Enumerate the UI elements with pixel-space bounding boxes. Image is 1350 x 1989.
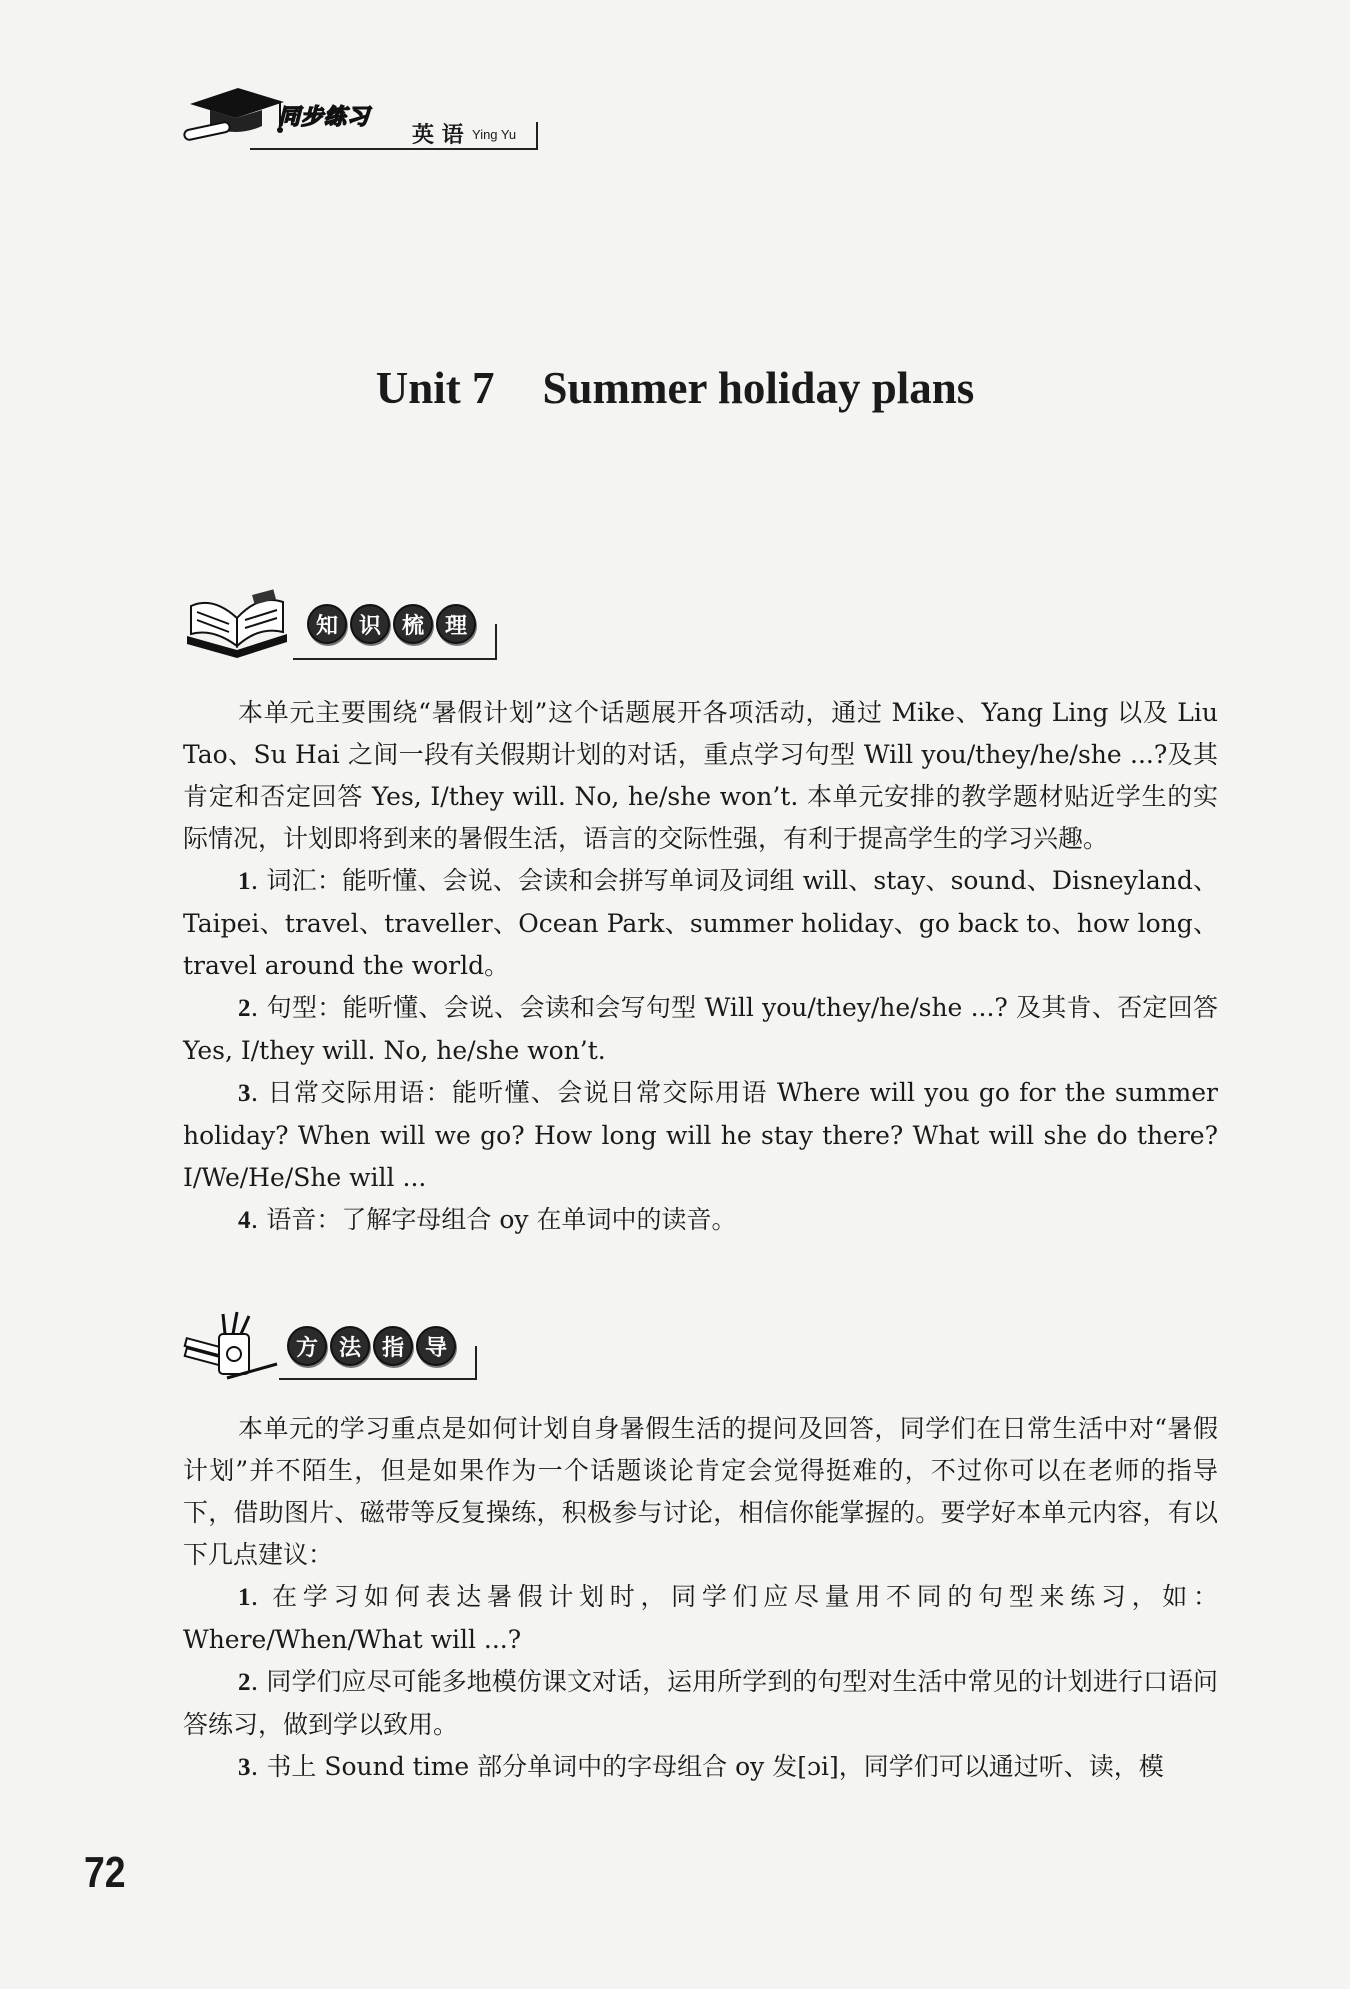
- item-text: . 日常交际用语：能听懂、会说日常交际用语 Where will you go for the summer holiday? When will we go? How long will he stay there? What will she do there? I/We/He/She will ...: [183, 1078, 1218, 1192]
- header-rule-end: [536, 122, 538, 150]
- section-rule-end: [495, 624, 497, 660]
- item-text: . 同学们应尽可能多地模仿课文对话，运用所学到的句型对生活中常见的计划进行口语问答练习，做到学以致用。: [183, 1667, 1218, 1739]
- intro-paragraph: 本单元主要围绕“暑假计划”这个话题展开各项活动，通过 Mike、Yang Ling 以及 Liu Tao、Su Hai 之间一段有关假期计划的对话，重点学习句型 Will you/they/he/she ...?及其肯定和否定回答 Yes, I/they will. No, he/she won’t. 本单元安排的教学题材贴近学生的实际情况，计划即将到来的暑假生活，语言的交际性强，有利于提高学生的学习兴趣。: [183, 698, 1218, 853]
- section-title-char: 知: [307, 604, 347, 644]
- list-item: [183, 860, 1218, 987]
- running-header: [180, 82, 540, 152]
- section-header-method: [183, 1310, 483, 1382]
- open-book-icon: [183, 588, 291, 660]
- graduation-cap-icon: [180, 82, 290, 152]
- item-number: 3: [238, 1754, 251, 1781]
- header-rule: [250, 148, 538, 150]
- section-title-knowledge: [307, 604, 476, 644]
- item-text: . 语音：了解字母组合 oy 在单词中的读音。: [250, 1205, 737, 1234]
- list-item: [183, 1661, 1218, 1746]
- item-number: 2: [238, 1669, 251, 1696]
- section-rule: [293, 658, 497, 660]
- unit-title: [0, 362, 1350, 414]
- section-title-char: 理: [436, 604, 476, 644]
- section-body-method: [183, 1408, 1218, 1789]
- intro-paragraph: 本单元的学习重点是如何计划自身暑假生活的提问及回答，同学们在日常生活中对“暑假计划”并不陌生，但是如果作为一个话题谈论肯定会觉得挺难的，不过你可以在老师的指导下，借助图片、磁带等反复操练，积极参与讨论，相信你能掌握的。要学好本单元内容，有以下几点建议：: [183, 1414, 1218, 1569]
- list-item: [183, 987, 1218, 1072]
- section-title-char: 识: [350, 604, 390, 644]
- unit-number: Unit 7: [375, 363, 495, 413]
- section-title-method: [287, 1326, 456, 1366]
- item-text: . 书上 Sound time 部分单词中的字母组合 oy 发[ɔi]，同学们可以通过听、读，模: [250, 1752, 1164, 1781]
- item-number: 2: [238, 995, 251, 1022]
- section-rule: [279, 1378, 477, 1380]
- section-title-char: 指: [373, 1326, 413, 1366]
- section-body-knowledge: [183, 692, 1218, 1242]
- item-text: . 在学习如何表达暑假计划时，同学们应尽量用不同的句型来练习，如：Where/When/What will ...?: [183, 1582, 1218, 1654]
- pencil-cup-icon: [183, 1310, 279, 1382]
- section-title-char: 法: [330, 1326, 370, 1366]
- item-number: 4: [238, 1207, 251, 1234]
- list-item: [183, 1576, 1218, 1661]
- section-title-char: 方: [287, 1326, 327, 1366]
- subject-name: 英 语: [412, 123, 464, 148]
- item-text: . 词汇：能听懂、会说、会读和会拼写单词及词组 will、stay、sound、Disneyland、Taipei、travel、traveller、Ocean Park、summer holiday、go back to、how long、travel around the world。: [183, 866, 1218, 980]
- list-item: [183, 1746, 1218, 1789]
- section-title-char: 导: [416, 1326, 456, 1366]
- unit-topic: Summer holiday plans: [542, 363, 975, 413]
- item-number: 1: [238, 868, 251, 895]
- list-item: [183, 1072, 1218, 1199]
- section-rule-end: [475, 1346, 477, 1380]
- subject-pinyin: Ying Yu: [472, 127, 517, 142]
- section-header-knowledge: [183, 588, 503, 660]
- item-number: 3: [238, 1080, 251, 1107]
- item-text: . 句型：能听懂、会说、会读和会写句型 Will you/they/he/she ...? 及其肯、否定回答 Yes, I/they will. No, he/she won’t.: [183, 993, 1218, 1065]
- section-title-char: 梳: [393, 604, 433, 644]
- item-number: 1: [238, 1584, 251, 1611]
- series-name: 同步练习: [278, 105, 371, 130]
- list-item: [183, 1199, 1218, 1242]
- page-number: 72: [84, 1848, 126, 1897]
